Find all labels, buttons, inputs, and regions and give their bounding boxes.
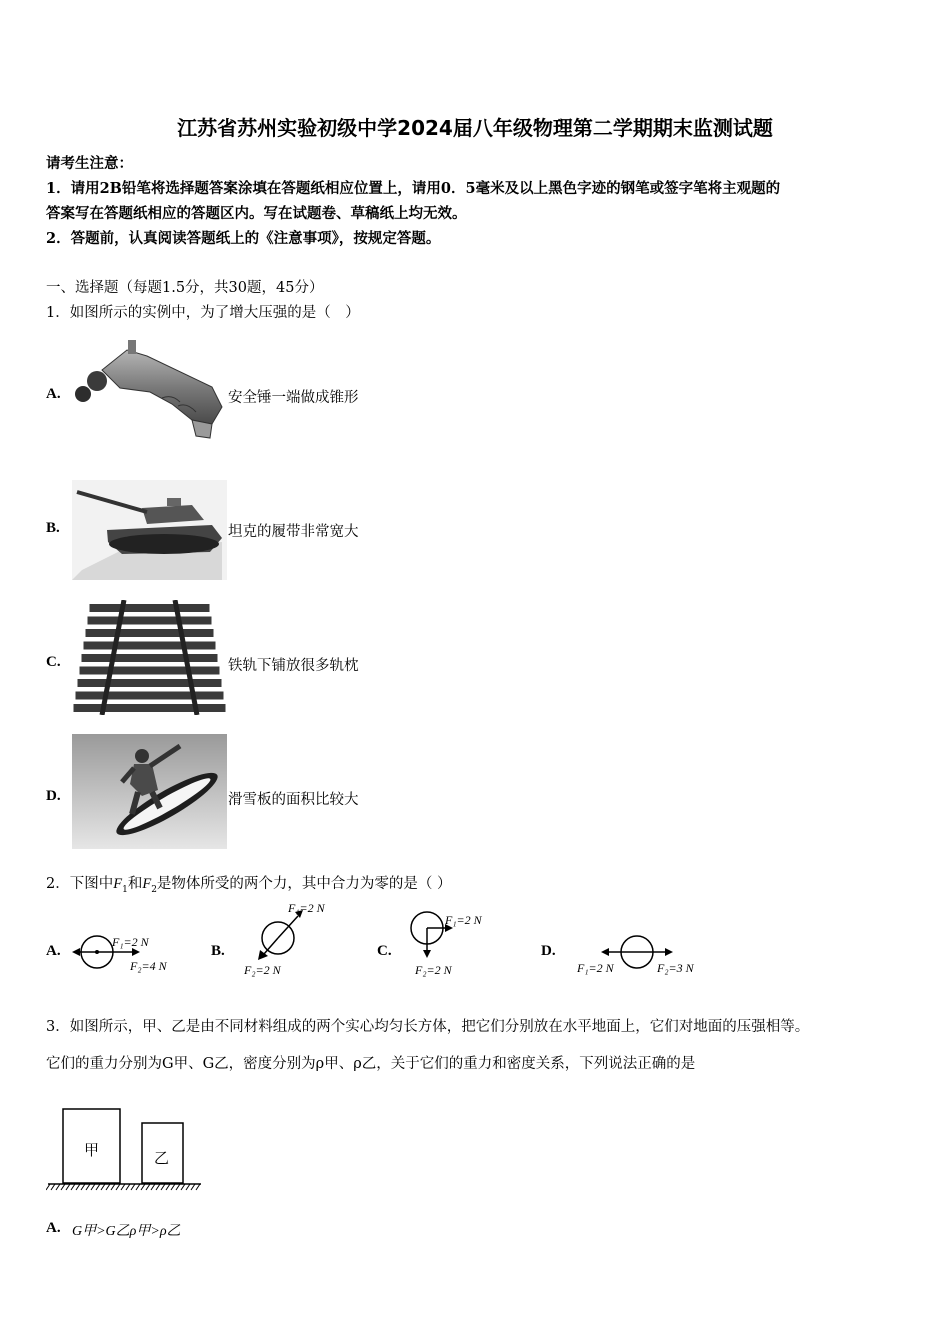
railway-track-image (72, 600, 227, 715)
rail-sleeper (82, 654, 218, 662)
ground-hatch-line (86, 1184, 90, 1190)
q2-c-f2-label: F₂=2 N (415, 963, 452, 977)
q1-option-d-letter: D. (46, 788, 61, 804)
snowboarder-image (72, 734, 227, 849)
notice-heading: 请考生注意： (46, 155, 133, 172)
q2-option-c-letter: C. (377, 943, 392, 959)
rail-sleeper (74, 704, 226, 712)
ground-hatch-line (191, 1184, 195, 1190)
ground-hatch-line (46, 1184, 50, 1190)
q3-option-a-text: G甲>G乙ρ甲>ρ乙 (72, 1224, 181, 1239)
question-1-stem: 1．如图所示的实例中，为了增大压强的是（ ） (46, 305, 360, 321)
notice-line-2: 2．答题前，认真阅读答题纸上的《注意事项》，按规定答题。 (46, 230, 441, 247)
ground-hatch-line (131, 1184, 135, 1190)
page-title: 江苏省苏州实验初级中学2024届八年级物理第二学期期末监测试题 (177, 116, 773, 140)
ground-hatch-line (111, 1184, 115, 1190)
ground-hatch-line (156, 1184, 160, 1190)
ground-hatch-line (91, 1184, 95, 1190)
q2-option-d-letter: D. (541, 943, 556, 959)
ground-hatch-line (186, 1184, 190, 1190)
q1-option-b-text: 坦克的履带非常宽大 (228, 524, 359, 540)
rail-sleeper (78, 679, 222, 687)
q2-b-f1-label: F₁=2 N (288, 901, 325, 915)
ground-hatch-line (51, 1184, 55, 1190)
tank-image (72, 480, 227, 580)
ground-hatch-line (121, 1184, 125, 1190)
rail-sleeper (80, 667, 220, 675)
ground-hatch-line (56, 1184, 60, 1190)
ground-hatch-line (126, 1184, 130, 1190)
ground-hatch-line (136, 1184, 140, 1190)
ground-hatch-line (61, 1184, 65, 1190)
ground-hatch-line (141, 1184, 145, 1190)
ground-hatch-line (66, 1184, 70, 1190)
question-3-stem-line-1: 3．如图所示，甲、乙是由不同材料组成的两个实心均匀长方体，把它们分别放在水平地面上，它们对地面的压强相等。 (46, 1019, 810, 1035)
q1-option-a-text: 安全锤一端做成锥形 (228, 390, 359, 406)
q1-option-c-letter: C. (46, 654, 61, 670)
ground-hatch-line (166, 1184, 170, 1190)
q3-option-a-letter: A. (46, 1220, 61, 1236)
ground-hatch-line (71, 1184, 75, 1190)
section-heading: 一、选择题（每题1.5分，共30题，45分） (46, 280, 324, 296)
ground-hatch-line (171, 1184, 175, 1190)
question-2-stem: 2．下图中$F_1$和$F_2$是物体所受的两个力，其中合力为零的是（ ） (46, 876, 452, 895)
q2-option-a-letter: A. (46, 943, 61, 959)
block-a-label: 甲 (84, 1141, 100, 1159)
ground-hatch-line (181, 1184, 185, 1190)
ground-hatch-line (106, 1184, 110, 1190)
q2-option-c-force-diagram (405, 906, 505, 980)
safety-hammer-image (72, 332, 227, 447)
ground-hatch-line (101, 1184, 105, 1190)
q1-option-b-letter: B. (46, 520, 60, 536)
block-b-label: 乙 (154, 1149, 170, 1167)
notice-line-1: 1．请用2B铅笔将选择题答案涂填在答题纸相应位置上，请用0．5毫米及以上黑色字迹的钢笔或签字笔将主观题的 (46, 180, 781, 197)
ground-hatch-line (76, 1184, 80, 1190)
ground-hatch-line (96, 1184, 100, 1190)
rail-sleeper (88, 617, 212, 625)
ground-hatch-line (116, 1184, 120, 1190)
rail-sleeper (86, 629, 214, 637)
q2-d-f1-label: F₁=2 N (577, 961, 614, 975)
q2-a-f1-label: F₁=2 N (112, 935, 149, 949)
q1-option-a-letter: A. (46, 386, 61, 402)
ground-hatch-line (161, 1184, 165, 1190)
q2-option-b-letter: B. (211, 943, 225, 959)
q2-a-f2-label: F₂=4 N (130, 959, 167, 973)
ground-hatch-line (176, 1184, 180, 1190)
rail-sleeper (90, 604, 210, 612)
q2-c-f1-label: F₁=2 N (445, 913, 482, 927)
notice-line-1b: 答案写在答题纸相应的答题区内。写在试题卷、草稿纸上均无效。 (46, 205, 467, 222)
q2-d-f2-label: F₂=3 N (657, 961, 694, 975)
blocks-figure (46, 1100, 206, 1195)
ground-hatch-line (81, 1184, 85, 1190)
ground-hatch-line (196, 1184, 200, 1190)
q2-option-d-force-diagram (575, 930, 710, 978)
q2-option-a-force-diagram (72, 930, 182, 978)
rail-sleeper (84, 642, 216, 650)
ground-hatch-line (146, 1184, 150, 1190)
ground-hatch-line (151, 1184, 155, 1190)
q2-option-b-force-diagram (240, 898, 340, 980)
question-3-stem-line-2: 它们的重力分别为G甲、G乙，密度分别为ρ甲、ρ乙，关于它们的重力和密度关系，下列说法正确的是 (46, 1056, 696, 1072)
rail-sleeper (76, 692, 224, 700)
q2-b-f2-label: F₂=2 N (244, 963, 281, 977)
q1-option-c-text: 铁轨下铺放很多轨枕 (228, 658, 359, 674)
q1-option-d-text: 滑雪板的面积比较大 (228, 792, 359, 808)
